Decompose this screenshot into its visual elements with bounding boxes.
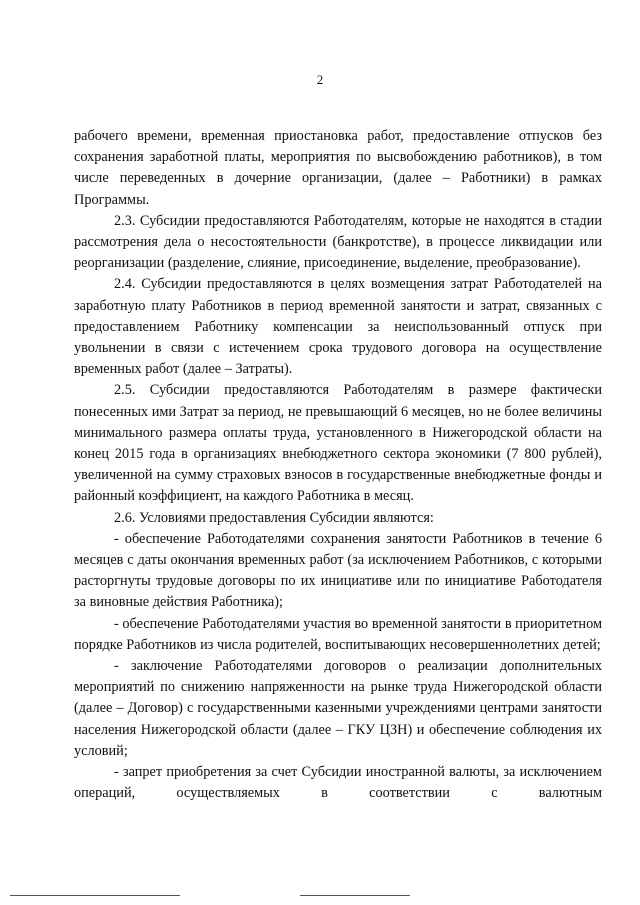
condition-item-2: - обеспечение Работодателями участия во временной занятости в приоритетном порядке Работников из числа родителей, воспитывающих несовершеннолетних детей; [74, 615, 602, 653]
paragraph-2-4: 2.4. Субсидии предоставляются в целях возмещения затрат Работодателей на заработную плату Работников в период временной занятости и затрат, связанных с предоставлением Работнику компенсации за неиспользованный отпуск при увольнении в связи с истечением срока трудового договора на осуществление временных работ (далее – Затраты). [74, 276, 602, 378]
document-body [74, 126, 602, 805]
page-number: 2 [316, 72, 324, 87]
scan-edge-line-left [10, 895, 180, 896]
paragraph-2-3: 2.3. Субсидии предоставляются Работодателям, которые не находятся в стадии рассмотрения дела о несостоятельности (банкротстве), в процессе ликвидации или реорганизации (разделение, слияние, присоединение, выделение, преобразование). [74, 212, 602, 272]
paragraph-2-5: 2.5. Субсидии предоставляются Работодателям в размере фактически понесенных ими Затрат за период, не превышающий 6 месяцев, но не более величины минимального размера оплаты труда, установленного в Нижегородской области на конец 2015 года в организациях внебюджетного сектора экономики (7 800 рублей), увеличенной на сумму страховых взносов в государственные внебюджетные фонды и районный коэффициент, на каждого Работника в месяц. [74, 382, 602, 505]
scan-edge-line-right [300, 895, 410, 896]
paragraph-2-6: 2.6. Условиями предоставления Субсидии являются: [114, 509, 434, 526]
condition-item-1: - обеспечение Работодателями сохранения занятости Работников в течение 6 месяцев с даты окончания временных работ (за исключением Работников, с которыми расторгнуты трудовые договоры по их инициативе или по инициативе Работодателя за виновные действия Работника); [74, 530, 602, 611]
condition-item-3: - заключение Работодателями договоров о реализации дополнительных мероприятий по снижению напряженности на рынке труда Нижегородской области (далее – Договор) с государственными казенными учреждениями центрами занятости населения Нижегородской области (далее – ГКУ ЦЗН) и обеспечение соблюдения их условий; [74, 658, 602, 759]
condition-item-4: - запрет приобретения за счет Субсидии иностранной валюты, за исключением операций, осуществляемых в соответствии с валютным [74, 764, 602, 802]
paragraph-continuation: рабочего времени, временная приостановка работ, предоставление отпусков без сохранения заработной платы, мероприятия по высвобождению работников), в том числе переведенных в дочерние организации, (далее – Работники) в рамках Программы. [74, 128, 602, 208]
